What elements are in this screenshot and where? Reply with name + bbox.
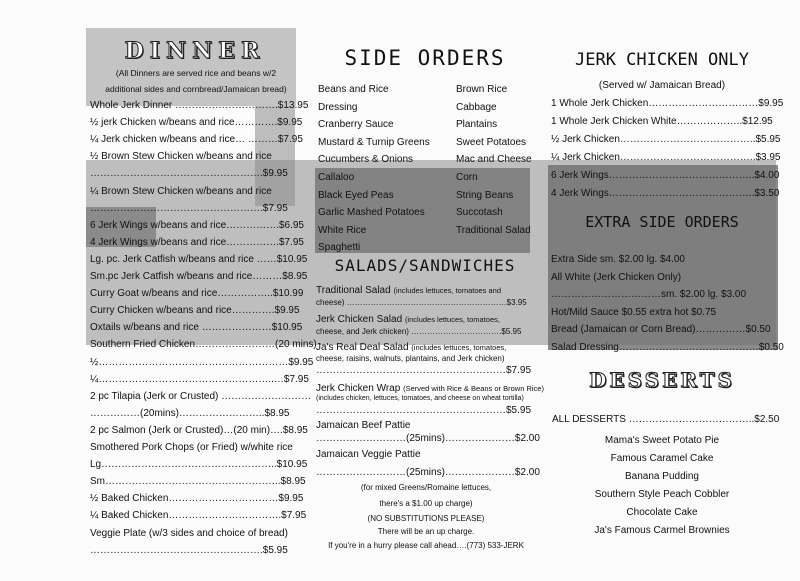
dinner-item: ½…………………………………………………$9.95 <box>90 356 314 368</box>
extra-side-item: Salad Dressing……………………………………$0.50 <box>551 341 784 353</box>
dessert-item: Chocolate Cake <box>626 507 698 518</box>
dinner-item: ½ jerk Chicken w/beans and rice………….$9.95 <box>90 117 303 129</box>
beef-pattie: Jamaican Beef Pattie <box>316 420 411 431</box>
dessert-item: Banana Pudding <box>625 471 699 482</box>
jerk-only-item: 1 Whole Jerk Chicken……………………………$9.95 <box>551 98 784 109</box>
dinner-note-1: (All Dinners are served rice and beans w/2 <box>115 68 277 78</box>
veggie-pattie: Jamaican Veggie Pattie <box>316 449 421 460</box>
dinner-item: …………………………………………….$7.95 <box>90 202 288 214</box>
extra-side-item: Extra Side sm. $2.00 lg. $4.00 <box>551 254 685 265</box>
salad-jerk-label: Jerk Chicken Salad <box>316 314 403 325</box>
salad-jerk-price: cheese, and Jerk chicken) …………………………….$5.95 <box>316 327 522 336</box>
salad-realdeal-name <box>316 342 506 353</box>
side-item: String Beans <box>456 189 514 201</box>
salad-realdeal-desc2: cheese, raisins, walnuts, plantains, and Jerk chicken) <box>316 354 505 363</box>
dessert-item: Ja's Famous Carmel Brownies <box>594 525 730 536</box>
dinner-title: DINNER <box>124 38 266 64</box>
dinner-item: Smothered Pork Chops (or Fried) w/white rice <box>90 442 293 453</box>
dinner-item: Southern Fried Chicken……………………(20 mins) <box>90 339 317 351</box>
jerk-only-item: ¼ Jerk Chicken…………………………………..$3.95 <box>551 152 781 163</box>
dinner-item: ¼ Brown Stew Chicken w/beans and rice <box>90 185 272 197</box>
wrap-name <box>316 383 544 394</box>
extra-side-item: All White (Jerk Chicken Only) <box>551 271 682 283</box>
side-item: Spaghetti <box>318 242 361 254</box>
veggie-pattie-price: ………………………(25mins)…………………$2.00 <box>316 467 540 478</box>
dinner-item: ……………(20mins)……………………..$8.95 <box>90 407 290 419</box>
wrap-desc-2: (includes chicken, lettuces, tomatoes, and cheese on wheat tortilla) <box>316 395 524 402</box>
dinner-item: 2 pc Tilapia (Jerk or Crusted) ……………………… <box>90 390 312 402</box>
side-item: Garlic Mashed Potatoes <box>318 207 425 219</box>
salad-realdeal-label: Ja's Real Deal Salad <box>316 342 409 353</box>
dinner-item: ½ Baked Chicken……………………………$9.95 <box>90 493 304 505</box>
jerk-only-subtitle: (Served w/ Jamaican Bread) <box>598 80 726 91</box>
side-item: Cranberry Sauce <box>318 119 394 131</box>
dinner-item: Sm……………………………………………..$8.95 <box>90 476 306 488</box>
salad-jerk-name <box>316 314 500 325</box>
dessert-item: Mama's Sweet Potato Pie <box>604 435 720 446</box>
side-item: Cucumbers & Onions <box>318 154 414 166</box>
jerk-only-item: 4 Jerk Wings……………………………………..$3.50 <box>551 188 780 199</box>
side-item: Mustard & Turnip Greens <box>318 136 430 148</box>
jerk-only-item: ½ Jerk Chicken…………………………………..$5.95 <box>551 134 781 145</box>
salad-realdeal-desc: (includes lettuces, tomatoes, <box>411 343 507 352</box>
salad-traditional-name <box>316 285 501 296</box>
dinner-item: Curry Chicken w/beans and rice………….$9.95 <box>90 305 300 317</box>
note-greens: (for mixed Greens/Romaine lettuces, <box>360 483 492 492</box>
jerk-only-title: JERK CHICKEN ONLY <box>575 50 749 70</box>
note-call-ahead: If you're in a hurry please call ahead….(773) 533-JERK <box>328 541 524 550</box>
salad-traditional-label: Traditional Salad <box>316 285 391 296</box>
dessert-item: Famous Caramel Cake <box>610 453 714 464</box>
dinner-item: …………………………………………….$5.95 <box>90 544 288 556</box>
side-item: Brown Rice <box>456 84 508 95</box>
dinner-item: Lg. pc. Jerk Catfish w/beans and rice ……$10.95 <box>90 253 308 265</box>
dinner-item: …………………………………………….$9.95 <box>90 168 288 180</box>
dinner-item: ¼ Jerk chicken w/beans and rice… ………$7.95 <box>90 134 303 146</box>
side-orders-title: SIDE ORDERS <box>344 46 506 70</box>
dinner-item: 2 pc Salmon (Jerk or Crusted)…(20 min)….$8.95 <box>90 424 308 436</box>
dinner-item: Lg……………………………………………..$10.95 <box>90 459 308 471</box>
dinner-item: ½ Brown Stew Chicken w/beans and rice <box>90 151 272 163</box>
dinner-item: Curry Goat w/beans and rice……………..$10.99 <box>90 288 304 300</box>
dinner-item: 6 Jerk Wings w/beans and rice…………….$6.95 <box>90 219 304 231</box>
desserts-title: DESSERTS <box>589 368 735 392</box>
jerk-only-item: 1 Whole Jerk Chicken White………………..$12.95 <box>551 116 773 127</box>
jerk-only-item: 6 Jerk Wings……………………………………..$4.00 <box>551 170 780 181</box>
note-up-charge: There will be an up charge. <box>377 527 475 536</box>
salad-traditional-price: cheese) ……………………………………………………$3.95 <box>316 298 527 307</box>
side-item: Traditional Salad <box>456 224 531 236</box>
extra-sides-title: EXTRA SIDE ORDERS <box>585 213 739 231</box>
wrap-desc: (Served with Rice & Beans or Brown Rice) <box>403 384 544 393</box>
side-item: Dressing <box>318 101 358 113</box>
dinner-item: Sm.pc Jerk Catfish w/beans and rice………$8.95 <box>90 271 308 282</box>
side-item: Callaloo <box>318 172 355 183</box>
dinner-item: Oxtails w/beans and rice …………………$10.95 <box>90 322 303 334</box>
side-item: White Rice <box>318 224 367 236</box>
dinner-item: 4 Jerk Wings w/beans and rice…………….$7.95 <box>90 236 304 248</box>
side-item: Mac and Cheese <box>456 154 532 166</box>
side-item: Black Eyed Peas <box>318 189 394 201</box>
side-item: Succotash <box>456 207 503 219</box>
extra-side-item: Bread (Jamaican or Corn Bread)……………$0.50 <box>551 324 771 335</box>
salad-realdeal-price: …………………………………………………$7.95 <box>316 365 532 376</box>
dinner-item: Whole Jerk Dinner ………………………….$13.95 <box>90 100 309 111</box>
salads-title: SALADS/SANDWICHES <box>334 256 516 275</box>
dinner-item: ¼ Baked Chicken…………………………….$7.95 <box>90 510 307 522</box>
wrap-label: Jerk Chicken Wrap <box>316 383 401 394</box>
note-no-substitutions: (NO SUBSTITUTIONS PLEASE) <box>367 514 485 523</box>
dessert-item: Southern Style Peach Cobbler <box>594 489 730 500</box>
salad-jerk-desc: (includes lettuces, tomatoes, <box>404 315 500 324</box>
all-desserts-price: ALL DESSERTS ………………………………..$2.50 <box>552 414 780 425</box>
side-item: Plantains <box>456 119 498 131</box>
wrap-price: …………………………………………………$5.95 <box>316 405 532 416</box>
dinner-note-2: additional sides and cornbread/Jamaican bread) <box>105 84 287 94</box>
note-upcharge: there's a $1.00 up charge) <box>379 499 473 508</box>
side-item: Corn <box>456 172 478 183</box>
side-item: Cabbage <box>456 101 497 113</box>
extra-side-item: Hot/Mild Sauce $0.55 extra hot $0.75 <box>551 306 717 318</box>
beef-pattie-price: ………………………(25mins)…………………$2.00 <box>316 433 540 444</box>
dinner-item: Veggie Plate (w/3 sides and choice of bread) <box>90 527 288 539</box>
extra-side-item: ……………………………sm. $2.00 lg. $3.00 <box>551 289 747 300</box>
side-item: Sweet Potatoes <box>456 136 527 148</box>
side-item: Beans and Rice <box>318 84 389 95</box>
salad-traditional-desc: (includes lettuces, tomatoes and <box>393 286 502 295</box>
dinner-item: ¼……………………………………………..…$7.95 <box>90 373 309 385</box>
